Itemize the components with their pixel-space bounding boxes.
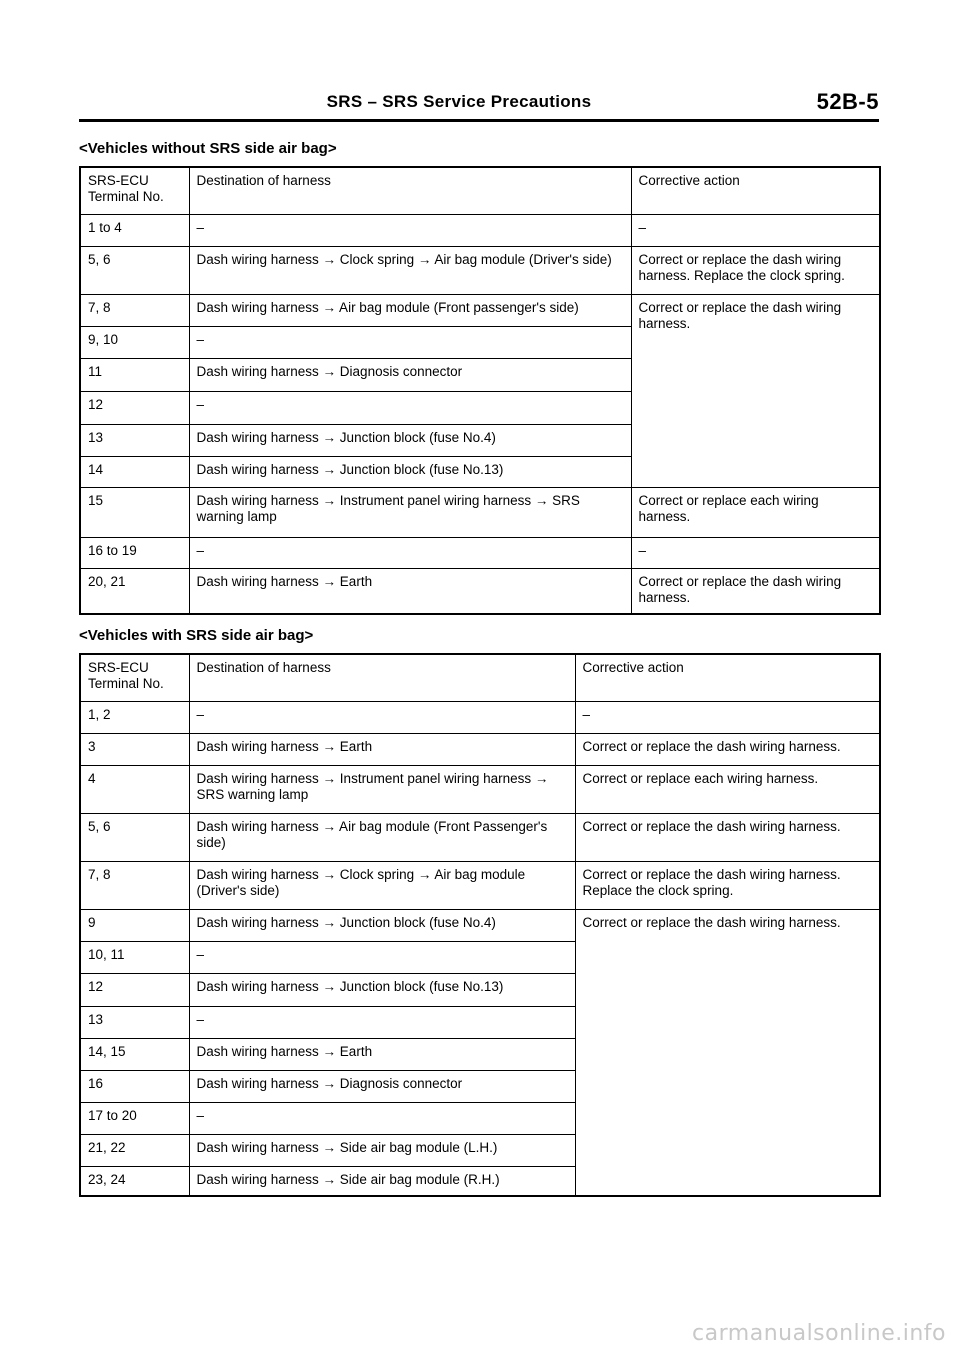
- destination-cell: Dash wiring harness → Air bag module (Front Passenger's side): [189, 813, 575, 861]
- action-cell: Correct or replace the dash wiring harness.: [575, 909, 880, 1196]
- action-cell: Correct or replace the dash wiring harness.: [575, 813, 880, 861]
- terminal-cell: 21, 22: [80, 1134, 189, 1166]
- section-title-without-side-airbag: <Vehicles without SRS side air bag>: [79, 140, 337, 157]
- terminal-table-without-side-airbag: [79, 166, 881, 615]
- terminal-cell: 14, 15: [80, 1038, 189, 1070]
- header-rule: [79, 119, 879, 122]
- column-header-terminal: SRS-ECU Terminal No.: [80, 167, 189, 214]
- destination-cell: –: [189, 1102, 575, 1134]
- terminal-cell: 11: [80, 358, 189, 391]
- terminal-cell: 15: [80, 487, 189, 537]
- destination-cell: Dash wiring harness → Junction block (fuse No.13): [189, 973, 575, 1006]
- terminal-cell: 16: [80, 1070, 189, 1102]
- table-header-row: [80, 167, 880, 214]
- action-cell: Correct or replace each wiring harness.: [575, 765, 880, 813]
- terminal-cell: 16 to 19: [80, 537, 189, 568]
- action-cell: Correct or replace each wiring harness.: [631, 487, 880, 537]
- terminal-cell: 5, 6: [80, 813, 189, 861]
- table-row: [80, 487, 880, 537]
- table-row: [80, 537, 880, 568]
- terminal-cell: 7, 8: [80, 861, 189, 909]
- section-title-with-side-airbag: <Vehicles with SRS side air bag>: [79, 627, 314, 644]
- table-row: [80, 909, 880, 941]
- table-row: [80, 861, 880, 909]
- destination-cell: Dash wiring harness → Diagnosis connector: [189, 358, 631, 391]
- destination-cell: Dash wiring harness → Air bag module (Front passenger's side): [189, 294, 631, 326]
- page-title: SRS – SRS Service Precautions: [326, 92, 592, 111]
- page-header: [79, 89, 879, 122]
- terminal-cell: 10, 11: [80, 941, 189, 973]
- column-header-destination: Destination of harness: [189, 654, 575, 701]
- page-number: 52B-5: [816, 89, 879, 114]
- table-row: [80, 813, 880, 861]
- terminal-cell: 5, 6: [80, 246, 189, 294]
- table-row: [80, 765, 880, 813]
- terminal-table-with-side-airbag: [79, 653, 881, 1197]
- table-row: [80, 701, 880, 733]
- action-cell: Correct or replace the dash wiring harness.: [631, 294, 880, 487]
- terminal-cell: 1, 2: [80, 701, 189, 733]
- terminal-cell: 13: [80, 1006, 189, 1038]
- terminal-cell: 20, 21: [80, 568, 189, 614]
- destination-cell: –: [189, 701, 575, 733]
- terminal-cell: 4: [80, 765, 189, 813]
- site-watermark: carmanualsonline.info: [692, 1321, 946, 1346]
- action-cell: –: [575, 701, 880, 733]
- destination-cell: –: [189, 391, 631, 424]
- table-row: [80, 733, 880, 765]
- terminal-cell: 13: [80, 424, 189, 456]
- table-header-row: [80, 654, 880, 701]
- terminal-cell: 12: [80, 973, 189, 1006]
- action-cell: Correct or replace the dash wiring harness. Replace the clock spring.: [631, 246, 880, 294]
- terminal-cell: 12: [80, 391, 189, 424]
- action-cell: –: [631, 214, 880, 246]
- destination-cell: Dash wiring harness → Junction block (fuse No.4): [189, 424, 631, 456]
- destination-cell: Dash wiring harness → Side air bag module (R.H.): [189, 1166, 575, 1196]
- terminal-cell: 9, 10: [80, 326, 189, 358]
- table-row: [80, 568, 880, 614]
- terminal-cell: 14: [80, 456, 189, 487]
- table-row: [80, 246, 880, 294]
- destination-cell: Dash wiring harness → Junction block (fuse No.13): [189, 456, 631, 487]
- destination-cell: Dash wiring harness → Clock spring → Air bag module (Driver's side): [189, 861, 575, 909]
- action-cell: Correct or replace the dash wiring harness.: [575, 733, 880, 765]
- table-row: [80, 214, 880, 246]
- destination-cell: –: [189, 214, 631, 246]
- terminal-cell: 9: [80, 909, 189, 941]
- column-header-action: Corrective action: [575, 654, 880, 701]
- action-cell: Correct or replace the dash wiring harness.: [631, 568, 880, 614]
- action-cell: Correct or replace the dash wiring harness. Replace the clock spring.: [575, 861, 880, 909]
- destination-cell: Dash wiring harness → Junction block (fuse No.4): [189, 909, 575, 941]
- destination-cell: –: [189, 326, 631, 358]
- table-row: [80, 294, 880, 326]
- column-header-terminal: SRS-ECU Terminal No.: [80, 654, 189, 701]
- destination-cell: –: [189, 1006, 575, 1038]
- action-cell: –: [631, 537, 880, 568]
- destination-cell: Dash wiring harness → Side air bag module (L.H.): [189, 1134, 575, 1166]
- column-header-action: Corrective action: [631, 167, 880, 214]
- destination-cell: Dash wiring harness → Instrument panel wiring harness → SRS warning lamp: [189, 765, 575, 813]
- terminal-cell: 1 to 4: [80, 214, 189, 246]
- terminal-cell: 17 to 20: [80, 1102, 189, 1134]
- destination-cell: Dash wiring harness → Instrument panel wiring harness → SRS warning lamp: [189, 487, 631, 537]
- terminal-cell: 7, 8: [80, 294, 189, 326]
- terminal-cell: 23, 24: [80, 1166, 189, 1196]
- destination-cell: Dash wiring harness → Earth: [189, 568, 631, 614]
- destination-cell: –: [189, 941, 575, 973]
- column-header-destination: Destination of harness: [189, 167, 631, 214]
- terminal-cell: 3: [80, 733, 189, 765]
- destination-cell: Dash wiring harness → Diagnosis connector: [189, 1070, 575, 1102]
- destination-cell: –: [189, 537, 631, 568]
- destination-cell: Dash wiring harness → Earth: [189, 1038, 575, 1070]
- destination-cell: Dash wiring harness → Clock spring → Air bag module (Driver's side): [189, 246, 631, 294]
- destination-cell: Dash wiring harness → Earth: [189, 733, 575, 765]
